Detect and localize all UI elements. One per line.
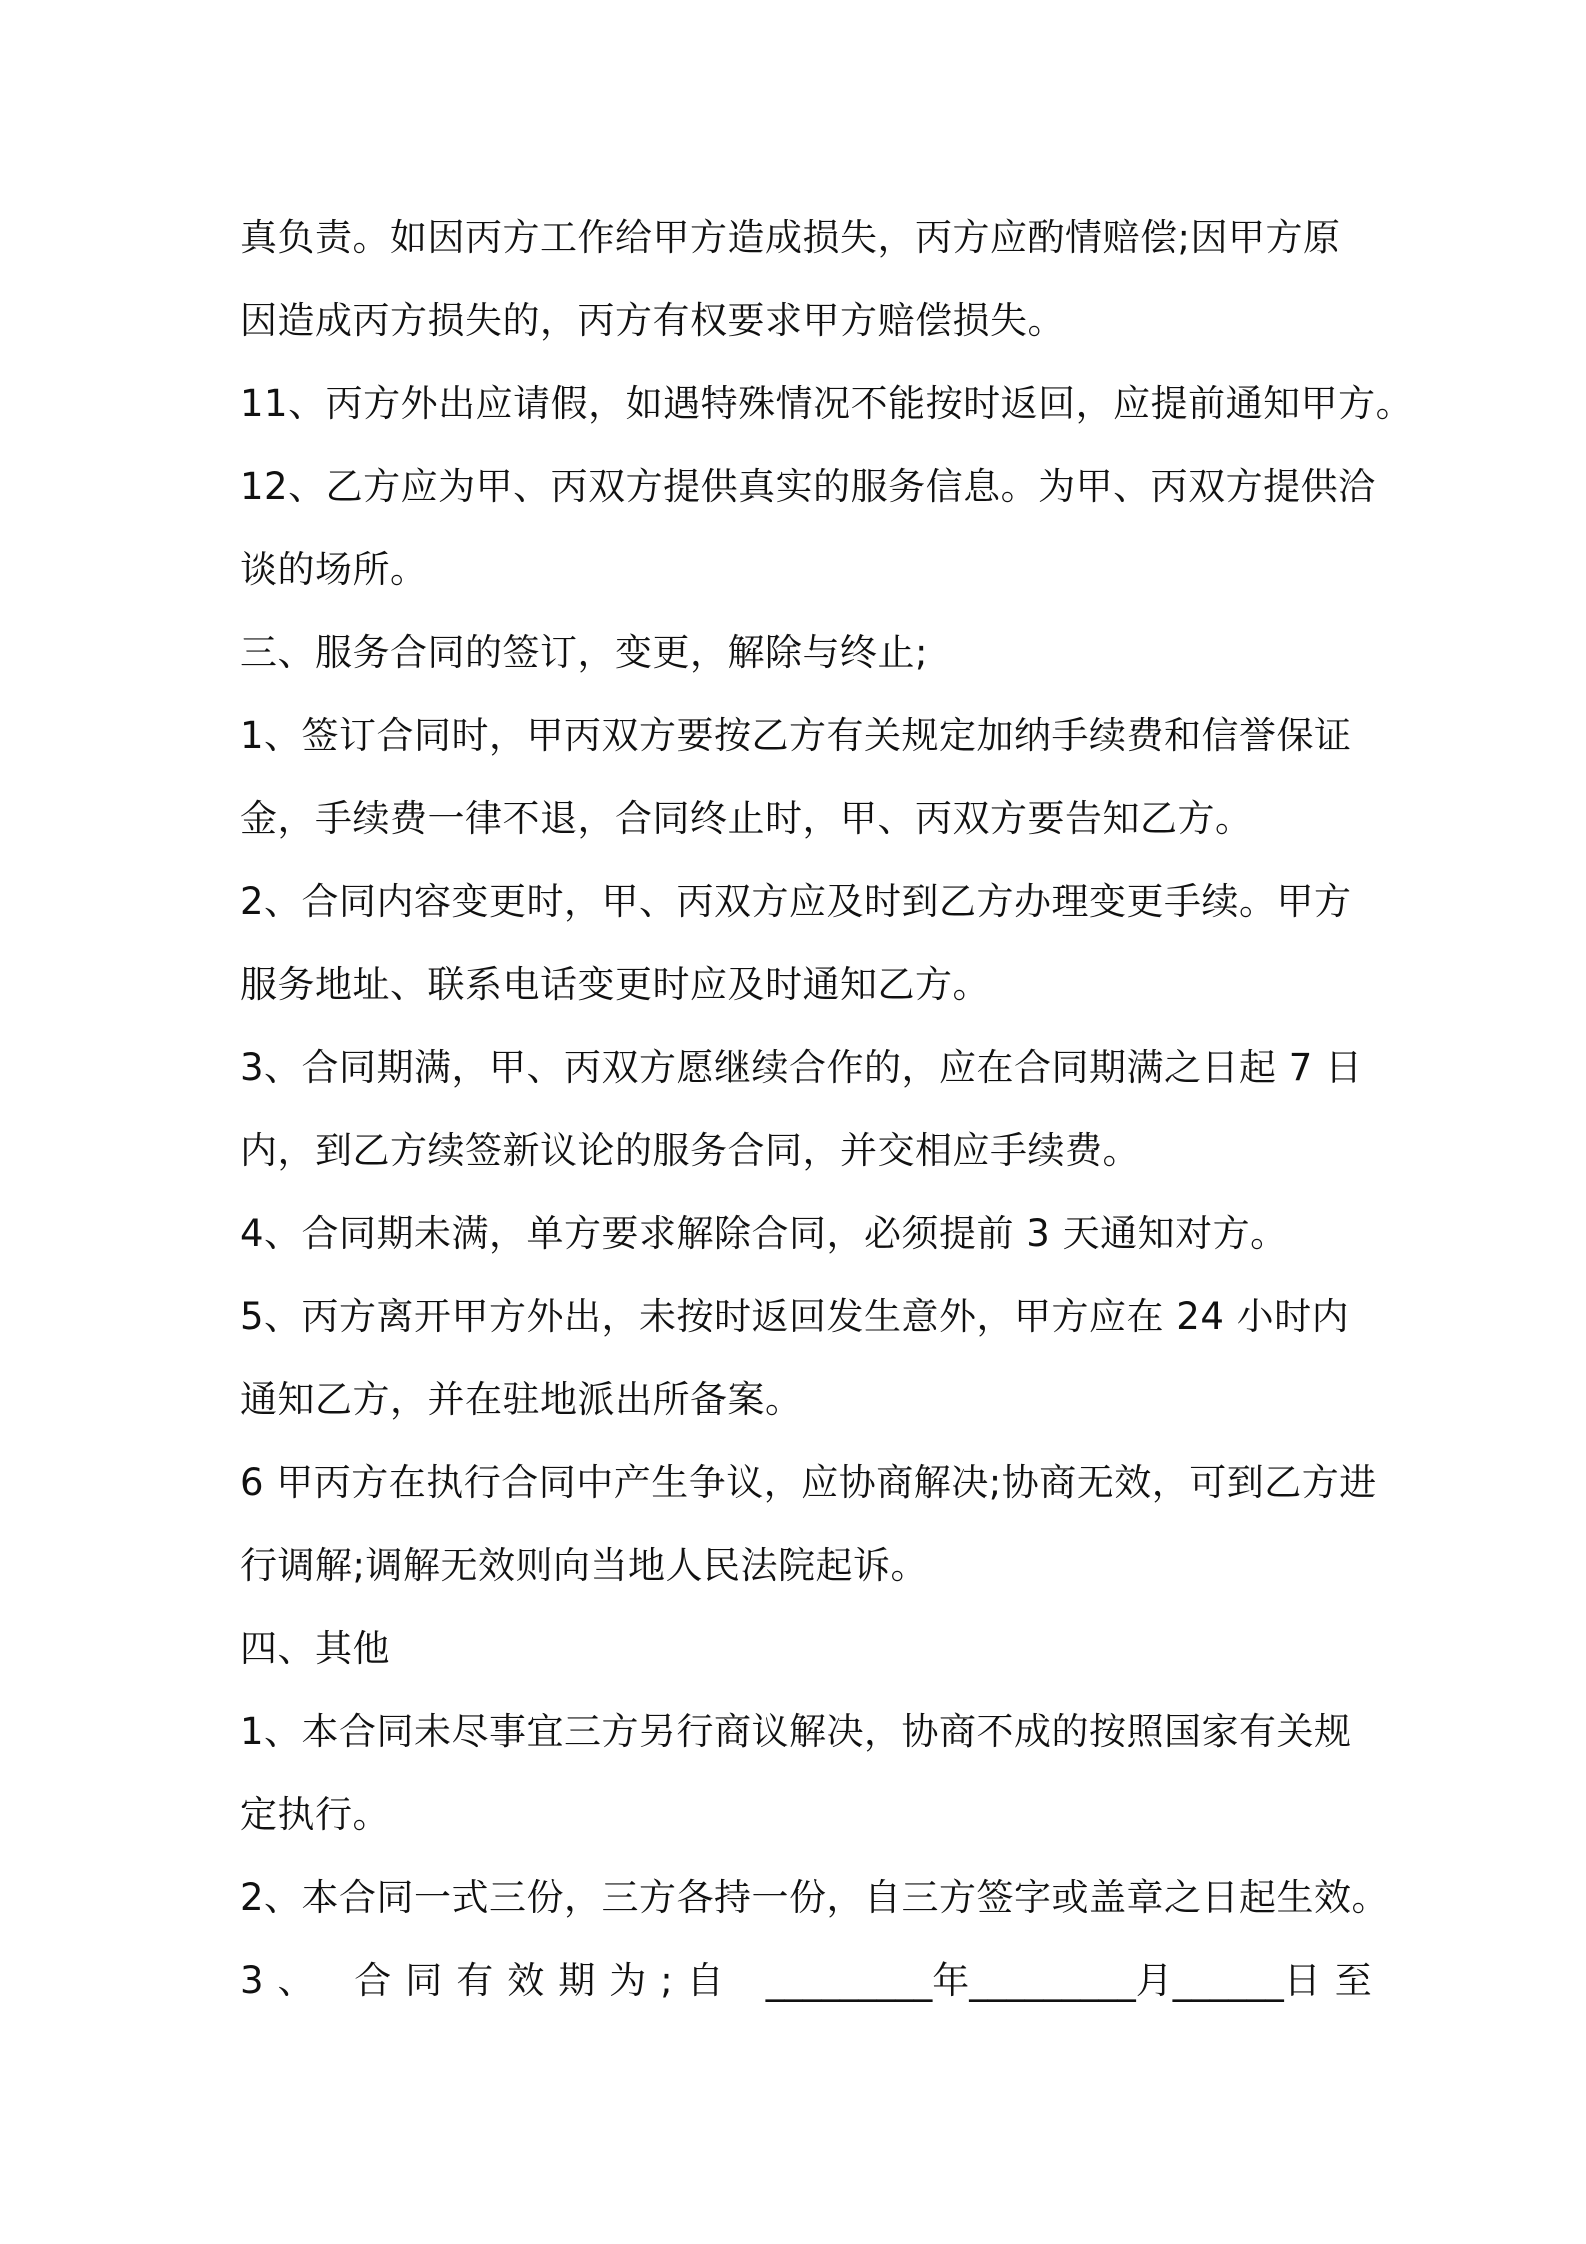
text-line: 1、签订合同时，甲丙双方要按乙方有关规定加纳手续费和信誉保证 <box>240 714 1352 757</box>
text-line: 定执行。 <box>240 1793 390 1836</box>
text-line: 5、丙方离开甲方外出，未按时返回发生意外，甲方应在 24 小时内 <box>240 1295 1350 1338</box>
text-line: 行调解;调解无效则向当地人民法院起诉。 <box>240 1544 928 1587</box>
text-line: 4、合同期未满，单方要求解除合同，必须提前 3 天通知对方。 <box>240 1212 1288 1255</box>
section-heading: 四、其他 <box>240 1627 390 1670</box>
date-line-prefix: 3、 合同有效期为;自 <box>240 1959 738 2002</box>
text-line: 金，手续费一律不退，合同终止时，甲、丙双方要告知乙方。 <box>240 797 1253 840</box>
month-blank: _________ <box>969 1959 1136 2002</box>
text-line: 3、合同期满，甲、丙双方愿继续合作的，应在合同期满之日起 7 日 <box>240 1046 1363 1089</box>
text-line: 11、丙方外出应请假，如遇特殊情况不能按时返回，应提前通知甲方。 <box>240 382 1414 425</box>
section-heading: 三、服务合同的签订，变更，解除与终止; <box>240 631 928 674</box>
text-line: 服务地址、联系电话变更时应及时通知乙方。 <box>240 963 990 1006</box>
text-line: 内，到乙方续签新议论的服务合同，并交相应手续费。 <box>240 1129 1140 1172</box>
document-body <box>240 196 1414 2022</box>
day-label: 日至 <box>1283 1959 1386 2002</box>
year-label: 年 <box>932 1959 970 2002</box>
text-line: 12、乙方应为甲、丙双方提供真实的服务信息。为甲、丙双方提供洽 <box>240 465 1376 508</box>
month-label: 月 <box>1135 1959 1173 2002</box>
text-line: 6 甲丙方在执行合同中产生争议，应协商解决;协商无效，可到乙方进 <box>240 1461 1377 1504</box>
year-blank: _________ <box>765 1959 933 2002</box>
text-line: 因造成丙方损失的，丙方有权要求甲方赔偿损失。 <box>240 299 1065 342</box>
day-blank: ______ <box>1172 1959 1284 2002</box>
text-line: 谈的场所。 <box>240 548 428 591</box>
text-line: 通知乙方，并在驻地派出所备案。 <box>240 1378 803 1421</box>
validity-date-line <box>240 1939 1386 2022</box>
text-line: 真负责。如因丙方工作给甲方造成损失，丙方应酌情赔偿;因甲方原 <box>240 216 1341 259</box>
text-line: 2、本合同一式三份，三方各持一份，自三方签字或盖章之日起生效。 <box>240 1876 1390 1919</box>
text-line: 1、本合同未尽事宜三方另行商议解决，协商不成的按照国家有关规 <box>240 1710 1352 1753</box>
text-line: 2、合同内容变更时，甲、丙双方应及时到乙方办理变更手续。甲方 <box>240 880 1352 923</box>
